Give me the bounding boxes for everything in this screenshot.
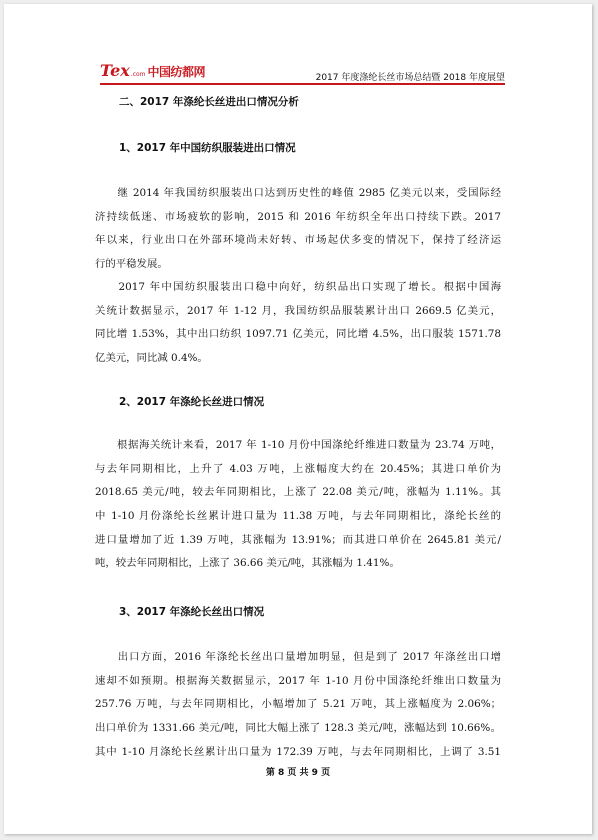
text-line: 年以来，行业出口在外部环境尚未好转、市场起伏多变的情况下，保持了经济运 <box>95 234 501 247</box>
page-number-footer: 第 8 页 共 9 页 <box>265 768 331 778</box>
text-line: 出口单价为 1331.66 美元/吨，同比大幅上涨了 128.3 美元/吨，涨幅达到 10.66%。 <box>95 722 501 735</box>
sub1-paragraph-2 <box>95 276 501 371</box>
text-line: 257.76 万吨，与去年同期相比，小幅增加了 5.21 万吨，其上涨幅度为 2.06%； <box>95 698 501 711</box>
text-line: 根据海关统计来看，2017 年 1-10 月份中国涤纶纤维进口数量为 23.74 万吨， <box>95 439 501 451</box>
page-header <box>100 56 505 86</box>
header-title: 2017 年度涤纶长丝市场总结暨 2018 年度展望 <box>315 73 505 83</box>
sub1-heading: 1、2017 年中国纺织服装进出口情况 <box>119 142 296 154</box>
sub1-paragraph-1 <box>95 182 501 277</box>
text-line: 吨，较去年同期相比，上涨了 36.66 美元/吨，其涨幅为 1.41%。 <box>95 557 400 570</box>
section-title: 二、2017 年涤纶长丝进出口情况分析 <box>119 96 299 108</box>
text-line: 关统计数据显示，2017 年 1-12 月，我国纺织品服装累计出口 2669.5 亿美元， <box>95 304 501 317</box>
text-line: 行的平稳发展。 <box>95 258 168 271</box>
text-line: 中 1-10 月份涤纶长丝累计进口量为 11.38 万吨，与去年同期相比，涤纶长丝的 <box>95 510 501 523</box>
text-line: 同比增 1.53%，其中出口纺织 1097.71 亿美元，同比增 4.5%，出口服装 1571.78 <box>95 328 501 341</box>
text-line: 2017 年中国纺织服装出口稳中向好，纺织品出口实现了增长。根据中国海 <box>95 281 501 293</box>
sub3-heading: 3、2017 年涤纶长丝出口情况 <box>119 606 265 618</box>
text-line: 济持续低迷、市场疲软的影响，2015 和 2016 年纺织全年出口持续下跌。2017 <box>95 210 501 223</box>
text-line: 2018.65 美元/吨，较去年同期相比，上涨了 22.08 美元/吨，涨幅为 1.11%。其 <box>95 486 501 499</box>
text-line: 其中 1-10 月涤纶长丝累计出口量为 172.39 万吨，与去年同期相比，上调了 3.51 <box>95 745 501 758</box>
text-line: 与去年同期相比，上升了 4.03 万吨，上涨幅度大约在 20.45%；其进口单价为 <box>95 462 501 475</box>
text-line: 继 2014 年我国纺织服装出口达到历史性的峰值 2985 亿美元以来，受国际经 <box>95 187 501 199</box>
sub2-paragraph-1 <box>95 434 501 576</box>
text-line: 出口方面，2016 年涤纶长丝出口量增加明显，但是到了 2017 年涤丝出口增 <box>95 651 501 663</box>
sub3-paragraph-1 <box>95 646 501 764</box>
logo-site-name: 中国纺都网 <box>147 65 206 79</box>
document-page <box>4 4 592 834</box>
logo-com: .com <box>130 71 146 78</box>
text-line: 亿美元，同比减 0.4%。 <box>95 352 208 365</box>
text-line: 进口量增加了近 1.39 万吨，其涨幅为 13.91%；而其进口单价在 2645.81 美元/ <box>95 533 501 546</box>
header-rule <box>100 83 505 85</box>
site-logo <box>100 58 205 80</box>
sub2-heading: 2、2017 年涤纶长丝进口情况 <box>119 396 265 408</box>
logo-tex: Tex <box>100 61 130 80</box>
text-line: 速却不如预期。根据海关数据显示，2017 年 1-10 月份中国涤纶纤维出口数量为 <box>95 674 501 687</box>
